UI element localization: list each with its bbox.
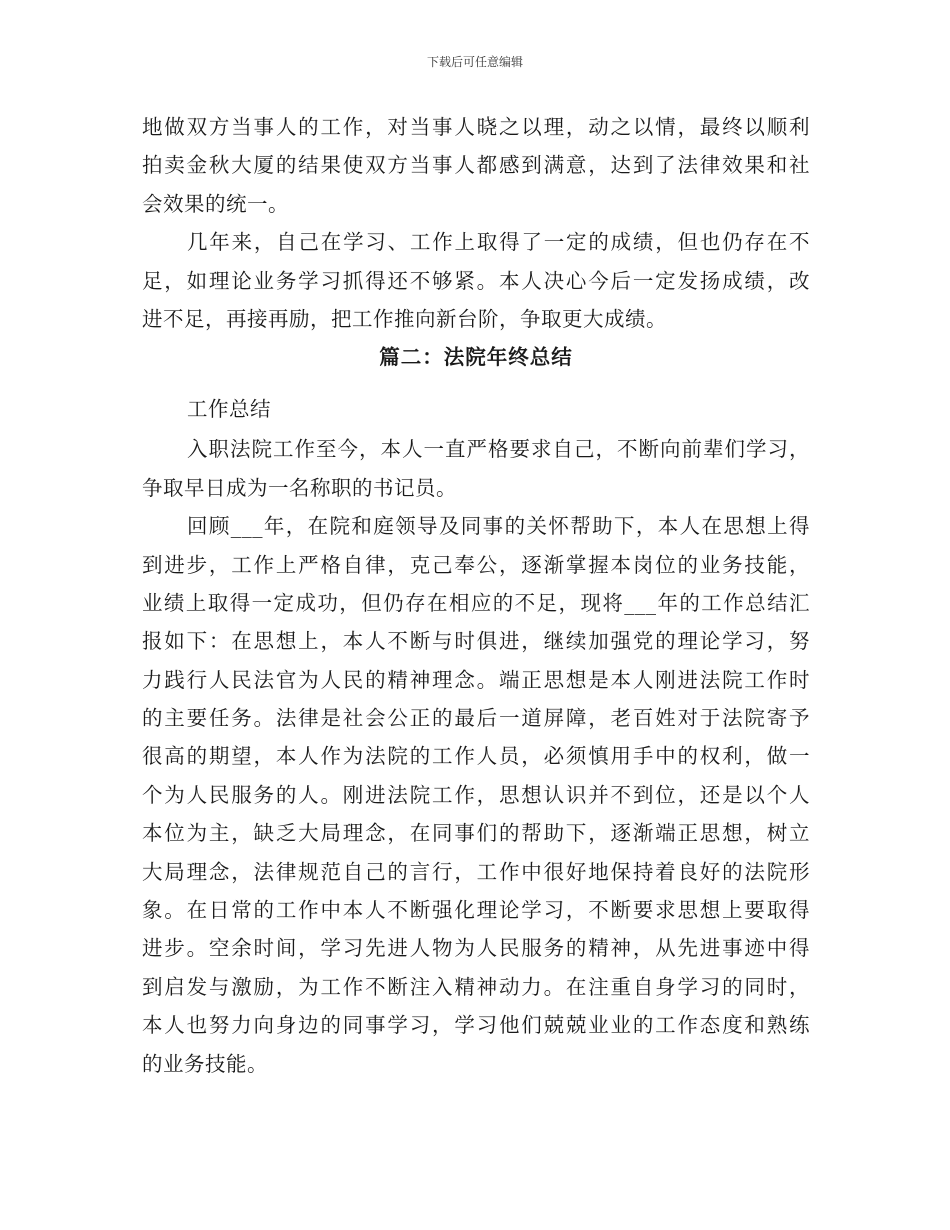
- paragraph-4: [142, 507, 810, 1083]
- text-line: 报如下：在思想上，本人不断与时俱进，继续加强党的理论学习，努: [142, 629, 810, 654]
- text-line: 业绩上取得一定成功，但仍存在相应的不足，现将___年的工作总结汇: [142, 590, 810, 615]
- text-line: 到进步，工作上严格自律，克己奉公，逐渐掌握本岗位的业务技能，: [142, 552, 810, 577]
- text-line: 争取早日成为一名称职的书记员。: [142, 475, 457, 500]
- text-line: 会效果的统一。: [142, 191, 289, 216]
- text-line: 本人也努力向身边的同事学习，学习他们兢兢业业的工作态度和熟练: [142, 1013, 810, 1038]
- text-line: 的业务技能。: [142, 1051, 268, 1076]
- text-line: 的主要任务。法律是社会公正的最后一道屏障，老百姓对于法院寄予: [142, 706, 810, 731]
- page-header-note: 下载后可任意编辑: [426, 55, 523, 69]
- text-line: 入职法院工作至今，本人一直严格要求自己，不断向前辈们学习，: [187, 437, 810, 462]
- text-line: 进步。空余时间，学习先进人物为人民服务的精神，从先进事迹中得: [142, 936, 810, 961]
- section-subheading: 工作总结: [187, 397, 271, 422]
- text-line: 地做双方当事人的工作，对当事人晓之以理，动之以情，最终以顺利: [142, 115, 810, 139]
- text-line: 足，如理论业务学习抓得还不够紧。本人决心今后一定发扬成绩，改: [142, 268, 810, 293]
- paragraph-2: [142, 223, 810, 338]
- text-line: 个为人民服务的人。刚进法院工作，思想认识并不到位，还是以个人: [142, 782, 810, 807]
- paragraph-1: [142, 108, 810, 223]
- document-body: [142, 108, 810, 1083]
- section-heading: 篇二：法院年终总结: [379, 345, 573, 370]
- text-line: 进不足，再接再励，把工作推向新台阶，争取更大成绩。: [142, 306, 667, 331]
- text-line: 很高的期望，本人作为法院的工作人员，必须慎用手中的权利，做一: [142, 744, 810, 769]
- text-line: 本位为主，缺乏大局理念，在同事们的帮助下，逐渐端正思想，树立: [142, 821, 810, 846]
- text-line: 象。在日常的工作中本人不断强化理论学习，不断要求思想上要取得: [142, 898, 810, 923]
- text-line: 大局理念，法律规范自己的言行，工作中很好地保持着良好的法院形: [142, 859, 810, 884]
- text-line: 回顾___年，在院和庭领导及同事的关怀帮助下，本人在思想上得: [187, 514, 810, 539]
- paragraph-3: [142, 430, 810, 507]
- text-line: 拍卖金秋大厦的结果使双方当事人都感到满意，达到了法律效果和社: [142, 153, 810, 178]
- text-line: 到启发与激励，为工作不断注入精神动力。在注重自身学习的同时，: [142, 974, 810, 999]
- text-line: 力践行人民法官为人民的精神理念。端正思想是本人刚进法院工作时: [142, 667, 810, 692]
- text-line: 几年来，自己在学习、工作上取得了一定的成绩，但也仍存在不: [187, 230, 810, 255]
